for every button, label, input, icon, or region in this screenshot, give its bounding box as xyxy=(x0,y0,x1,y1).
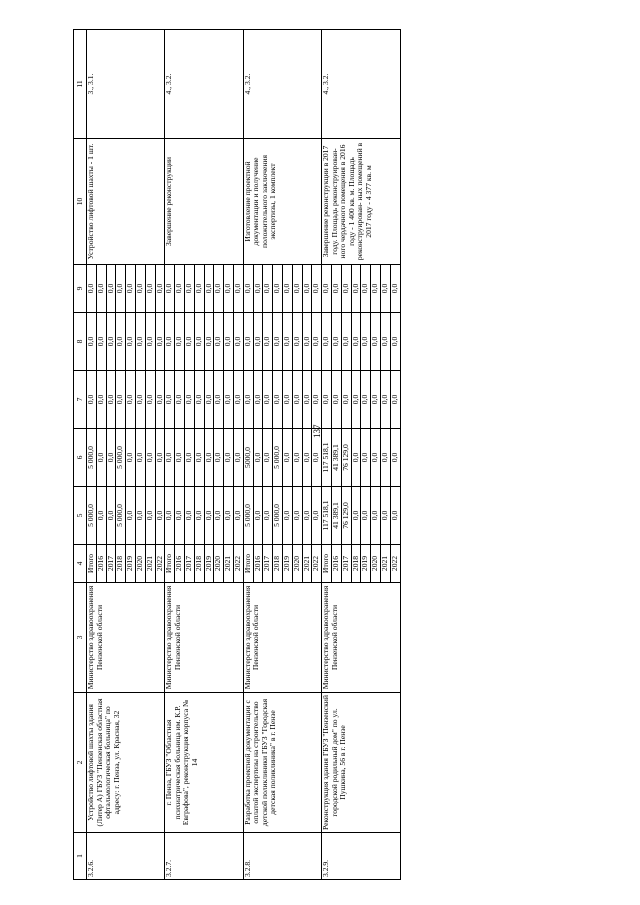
value-cell: 0,0 xyxy=(165,429,175,487)
col-header: 2 xyxy=(74,693,87,833)
col-header: 8 xyxy=(74,313,87,371)
value-cell: 0,0 xyxy=(292,371,302,429)
value-cell: 0,0 xyxy=(302,371,312,429)
value-cell: 0,0 xyxy=(175,313,185,371)
value-cell: 0,0 xyxy=(135,313,145,371)
value-cell: 0,0 xyxy=(302,313,312,371)
col-header: 11 xyxy=(74,30,87,139)
col-header: 4 xyxy=(74,545,87,583)
value-cell: 0,0 xyxy=(184,371,194,429)
value-cell: 0,0 xyxy=(341,313,351,371)
table-row xyxy=(243,30,253,880)
year-cell: 2017 xyxy=(341,545,351,583)
value-cell: 0,0 xyxy=(371,429,381,487)
value-cell: 0,0 xyxy=(243,371,253,429)
value-cell: 0,0 xyxy=(390,487,400,545)
value-cell: 0,0 xyxy=(390,371,400,429)
value-cell: 0,0 xyxy=(224,429,234,487)
value-cell: 0,0 xyxy=(233,371,243,429)
year-cell: 2019 xyxy=(126,545,136,583)
value-cell: 0,0 xyxy=(361,313,371,371)
value-cell: 117 518,1 xyxy=(322,487,332,545)
value-cell: 0,0 xyxy=(371,487,381,545)
value-cell: 0,0 xyxy=(87,265,97,313)
year-cell: 2018 xyxy=(273,545,283,583)
value-cell: 0,0 xyxy=(194,487,204,545)
value-cell: 0,0 xyxy=(145,313,155,371)
item-number: 3.2.6. xyxy=(87,833,165,880)
value-cell: 0,0 xyxy=(194,313,204,371)
value-cell: 0,0 xyxy=(165,371,175,429)
value-cell: 0,0 xyxy=(253,265,263,313)
col-header: 1 xyxy=(74,833,87,880)
value-cell: 0,0 xyxy=(263,265,273,313)
value-cell: 0,0 xyxy=(155,487,165,545)
value-cell: 0,0 xyxy=(361,371,371,429)
item-ref: 4., 3.2. xyxy=(322,30,400,139)
year-cell: 2020 xyxy=(135,545,145,583)
value-cell: 0,0 xyxy=(165,265,175,313)
value-cell: 0,0 xyxy=(341,371,351,429)
value-cell: 0,0 xyxy=(194,371,204,429)
value-cell: 0,0 xyxy=(224,371,234,429)
year-cell: 2017 xyxy=(184,545,194,583)
value-cell: 0,0 xyxy=(253,429,263,487)
value-cell: 0,0 xyxy=(204,487,214,545)
year-cell: 2020 xyxy=(214,545,224,583)
value-cell: 0,0 xyxy=(322,371,332,429)
value-cell: 0,0 xyxy=(351,371,361,429)
value-cell: 0,0 xyxy=(351,265,361,313)
item-result: Завершение реконструкции xyxy=(165,139,243,265)
item-ref: 3., 3.1. xyxy=(87,30,165,139)
value-cell: 117 518,1 xyxy=(322,429,332,487)
value-cell: 0,0 xyxy=(273,313,283,371)
value-cell: 0,0 xyxy=(351,313,361,371)
value-cell: 0,0 xyxy=(155,371,165,429)
value-cell: 0,0 xyxy=(312,313,322,371)
value-cell: 0,0 xyxy=(126,313,136,371)
value-cell: 0,0 xyxy=(116,371,126,429)
value-cell: 0,0 xyxy=(263,313,273,371)
year-cell: 2021 xyxy=(224,545,234,583)
year-cell: 2016 xyxy=(175,545,185,583)
value-cell: 0,0 xyxy=(282,265,292,313)
year-cell: 2022 xyxy=(312,545,322,583)
year-cell: 2018 xyxy=(116,545,126,583)
value-cell: 76 129,0 xyxy=(341,487,351,545)
value-cell: 0,0 xyxy=(126,265,136,313)
header-row xyxy=(74,30,87,880)
value-cell: 0,0 xyxy=(204,429,214,487)
item-result: Завершение реконструкции в 2017 году. Площадь реконструирован- ного чердачного помещения в 2016 году - 1 400 кв. м. Площадь реконструирован- ных помещений в 2017 году - 4 377 кв. м xyxy=(322,139,400,265)
value-cell: 0,0 xyxy=(380,265,390,313)
value-cell: 0,0 xyxy=(390,265,400,313)
value-cell: 0,0 xyxy=(194,429,204,487)
value-cell: 0,0 xyxy=(380,313,390,371)
year-cell: 2017 xyxy=(106,545,116,583)
value-cell: 0,0 xyxy=(96,265,106,313)
value-cell: 5 000,0 xyxy=(116,429,126,487)
value-cell: 0,0 xyxy=(273,265,283,313)
col-header: 10 xyxy=(74,139,87,265)
item-name: Устройство лифтовой шахты здания (Литер А) ГБУЗ "Пензенская областная офтальмологическая больница" по адресу: г. Пенза, ул. Красная, 32 xyxy=(87,693,165,833)
value-cell: 0,0 xyxy=(135,487,145,545)
value-cell: 0,0 xyxy=(371,265,381,313)
year-cell: 2019 xyxy=(361,545,371,583)
value-cell: 0,0 xyxy=(135,371,145,429)
value-cell: 0,0 xyxy=(282,487,292,545)
value-cell: 0,0 xyxy=(233,487,243,545)
item-name: г. Пенза, ГБУЗ "Областная психиатрическая больница им. К.Р. Евграфова", реконструкция корпуса № 14 xyxy=(165,693,243,833)
value-cell: 5 000,0 xyxy=(87,429,97,487)
value-cell: 0,0 xyxy=(282,371,292,429)
value-cell: 0,0 xyxy=(371,371,381,429)
value-cell: 0,0 xyxy=(106,371,116,429)
value-cell: 0,0 xyxy=(204,371,214,429)
year-cell: Итого xyxy=(87,545,97,583)
value-cell: 0,0 xyxy=(106,487,116,545)
value-cell: 0,0 xyxy=(126,429,136,487)
value-cell: 0,0 xyxy=(253,371,263,429)
year-cell: 2021 xyxy=(145,545,155,583)
value-cell: 0,0 xyxy=(184,265,194,313)
value-cell: 0,0 xyxy=(322,265,332,313)
value-cell: 0,0 xyxy=(135,429,145,487)
value-cell: 0,0 xyxy=(322,313,332,371)
value-cell: 5 000,0 xyxy=(243,487,253,545)
value-cell: 0,0 xyxy=(380,429,390,487)
value-cell: 0,0 xyxy=(253,313,263,371)
value-cell: 0,0 xyxy=(175,265,185,313)
value-cell: 0,0 xyxy=(263,429,273,487)
value-cell: 0,0 xyxy=(243,313,253,371)
value-cell: 0,0 xyxy=(292,429,302,487)
value-cell: 0,0 xyxy=(135,265,145,313)
item-result: Устройство лифтовой шахты - 1 шт. xyxy=(87,139,165,265)
value-cell: 0,0 xyxy=(214,371,224,429)
value-cell: 0,0 xyxy=(165,487,175,545)
item-number: 3.2.7. xyxy=(165,833,243,880)
value-cell: 0,0 xyxy=(155,265,165,313)
value-cell: 0,0 xyxy=(292,265,302,313)
value-cell: 0,0 xyxy=(214,313,224,371)
value-cell: 0,0 xyxy=(390,429,400,487)
value-cell: 0,0 xyxy=(273,371,283,429)
value-cell: 0,0 xyxy=(292,313,302,371)
year-cell: 2021 xyxy=(302,545,312,583)
value-cell: 0,0 xyxy=(390,313,400,371)
value-cell: 0,0 xyxy=(312,429,322,487)
value-cell: 0,0 xyxy=(175,487,185,545)
year-cell: Итого xyxy=(243,545,253,583)
value-cell: 41 389,1 xyxy=(331,487,341,545)
value-cell: 0,0 xyxy=(302,265,312,313)
item-name: Реконструкция здания ГБУЗ "Пензенский городской родильный дом" по ул. Пушкина, 56 в г. Пензе xyxy=(322,693,400,833)
value-cell: 0,0 xyxy=(184,429,194,487)
value-cell: 0,0 xyxy=(175,371,185,429)
value-cell: 0,0 xyxy=(380,371,390,429)
year-cell: 2021 xyxy=(380,545,390,583)
value-cell: 0,0 xyxy=(145,265,155,313)
value-cell: 0,0 xyxy=(214,429,224,487)
value-cell: 0,0 xyxy=(96,371,106,429)
value-cell: 0,0 xyxy=(361,487,371,545)
year-cell: 2019 xyxy=(282,545,292,583)
item-number: 3.2.9. xyxy=(322,833,400,880)
value-cell: 0,0 xyxy=(106,429,116,487)
value-cell: 0,0 xyxy=(204,265,214,313)
value-cell: 0,0 xyxy=(233,265,243,313)
item-executor: Министерство здравоохранения Пензенской области xyxy=(243,583,321,693)
value-cell: 0,0 xyxy=(253,487,263,545)
value-cell: 0,0 xyxy=(371,313,381,371)
value-cell: 0,0 xyxy=(214,487,224,545)
value-cell: 0,0 xyxy=(331,265,341,313)
value-cell: 5 000,0 xyxy=(87,487,97,545)
value-cell: 0,0 xyxy=(224,487,234,545)
value-cell: 0,0 xyxy=(292,487,302,545)
value-cell: 0,0 xyxy=(282,429,292,487)
value-cell: 0,0 xyxy=(106,265,116,313)
item-name: Разработка проектной документации с оплатой экспертизы на строительство детской поликлиники ГБУЗ "Городская детская поликлиника" в г. Пензе xyxy=(243,693,321,833)
value-cell: 0,0 xyxy=(126,371,136,429)
value-cell: 0,0 xyxy=(96,487,106,545)
year-cell: 2016 xyxy=(331,545,341,583)
value-cell: 0,0 xyxy=(312,487,322,545)
page-number: 137 xyxy=(312,424,322,438)
value-cell: 0,0 xyxy=(331,371,341,429)
year-cell: 2019 xyxy=(204,545,214,583)
col-header: 6 xyxy=(74,429,87,487)
value-cell: 0,0 xyxy=(312,371,322,429)
value-cell: 0,0 xyxy=(87,313,97,371)
value-cell: 0,0 xyxy=(126,487,136,545)
year-cell: 2016 xyxy=(96,545,106,583)
year-cell: 2017 xyxy=(263,545,273,583)
value-cell: 0,0 xyxy=(214,265,224,313)
col-header: 5 xyxy=(74,487,87,545)
value-cell: 0,0 xyxy=(351,487,361,545)
value-cell: 0,0 xyxy=(263,371,273,429)
value-cell: 0,0 xyxy=(145,487,155,545)
value-cell: 0,0 xyxy=(263,487,273,545)
value-cell: 0,0 xyxy=(233,313,243,371)
value-cell: 0,0 xyxy=(175,429,185,487)
value-cell: 0,0 xyxy=(145,371,155,429)
value-cell: 76 129,0 xyxy=(341,429,351,487)
value-cell: 0,0 xyxy=(224,313,234,371)
value-cell: 5 000,0 xyxy=(273,429,283,487)
year-cell: Итого xyxy=(322,545,332,583)
value-cell: 0,0 xyxy=(106,313,116,371)
value-cell: 41 389,1 xyxy=(331,429,341,487)
value-cell: 0,0 xyxy=(145,429,155,487)
value-cell: 0,0 xyxy=(361,429,371,487)
value-cell: 0,0 xyxy=(302,429,312,487)
year-cell: 2018 xyxy=(194,545,204,583)
value-cell: 0,0 xyxy=(116,265,126,313)
year-cell: 2022 xyxy=(155,545,165,583)
table-row xyxy=(87,30,97,880)
value-cell: 0,0 xyxy=(243,265,253,313)
value-cell: 0,0 xyxy=(87,371,97,429)
item-result: Изготовление проектной документации и получение положительного заключения экспертизы, 1 комплект xyxy=(243,139,321,265)
item-ref: 4., 3.2. xyxy=(243,30,321,139)
value-cell: 0,0 xyxy=(233,429,243,487)
table-row xyxy=(322,30,332,880)
value-cell: 0,0 xyxy=(341,265,351,313)
col-header: 9 xyxy=(74,265,87,313)
year-cell: 2018 xyxy=(351,545,361,583)
item-executor: Министерство здравоохранения Пензенской области xyxy=(87,583,165,693)
year-cell: 2022 xyxy=(390,545,400,583)
value-cell: 0,0 xyxy=(184,313,194,371)
year-cell: 2022 xyxy=(233,545,243,583)
value-cell: 0,0 xyxy=(204,313,214,371)
year-cell: 2020 xyxy=(371,545,381,583)
value-cell: 0,0 xyxy=(96,313,106,371)
rotated-page xyxy=(73,30,588,880)
item-number: 3.2.8. xyxy=(243,833,321,880)
value-cell: 0,0 xyxy=(184,487,194,545)
col-header: 3 xyxy=(74,583,87,693)
value-cell: 0,0 xyxy=(380,487,390,545)
value-cell: 5 000,0 xyxy=(273,487,283,545)
value-cell: 0,0 xyxy=(351,429,361,487)
value-cell: 0,0 xyxy=(302,487,312,545)
item-executor: Министерство здравоохранения Пензенской области xyxy=(322,583,400,693)
year-cell: 2016 xyxy=(253,545,263,583)
value-cell: 0,0 xyxy=(224,265,234,313)
item-ref: 4., 3.2. xyxy=(165,30,243,139)
col-header: 7 xyxy=(74,371,87,429)
value-cell: 0,0 xyxy=(155,429,165,487)
value-cell: 0,0 xyxy=(312,265,322,313)
value-cell: 0,0 xyxy=(155,313,165,371)
year-cell: Итого xyxy=(165,545,175,583)
value-cell: 0,0 xyxy=(282,313,292,371)
value-cell: 5000,0 xyxy=(243,429,253,487)
value-cell: 5 000,0 xyxy=(116,487,126,545)
value-cell: 0,0 xyxy=(361,265,371,313)
value-cell: 0,0 xyxy=(194,265,204,313)
item-executor: Министерство здравоохранения Пензенской области xyxy=(165,583,243,693)
value-cell: 0,0 xyxy=(96,429,106,487)
value-cell: 0,0 xyxy=(165,313,175,371)
year-cell: 2020 xyxy=(292,545,302,583)
value-cell: 0,0 xyxy=(331,313,341,371)
value-cell: 0,0 xyxy=(116,313,126,371)
budget-table xyxy=(73,29,401,880)
